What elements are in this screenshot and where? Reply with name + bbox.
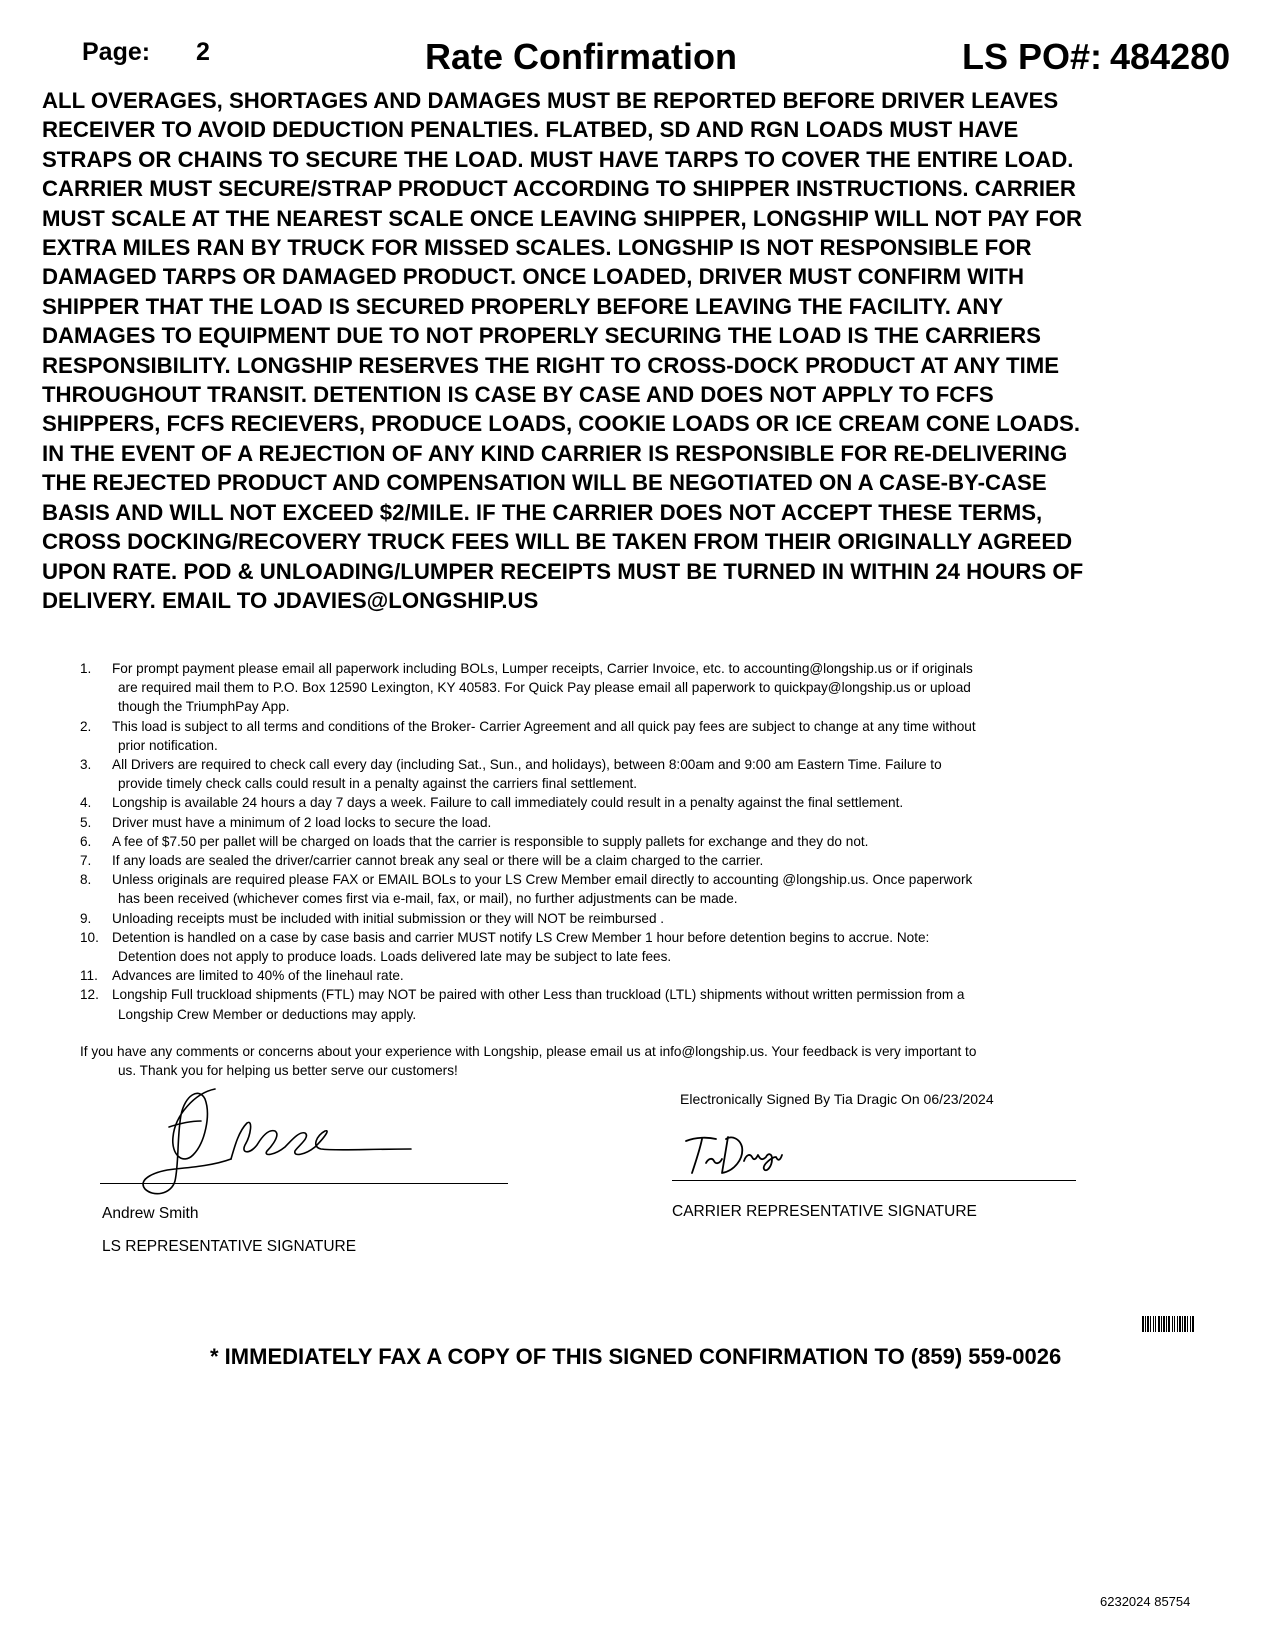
list-item-text: A fee of $7.50 per pallet will be charged on loads that the carrier is responsible to supply pallets for exchange and they do not. [112, 833, 869, 849]
list-item-text: Driver must have a minimum of 2 load locks to secure the load. [112, 814, 492, 830]
terms-line: DELIVERY. EMAIL TO JDAVIES@LONGSHIP.US [42, 587, 539, 613]
terms-line: IN THE EVENT OF A REJECTION OF ANY KIND CARRIER IS RESPONSIBLE FOR RE-DELIVERING [42, 440, 1068, 466]
footer-code: 6232024 85754 [1100, 1594, 1191, 1609]
feedback-note [80, 1042, 1090, 1080]
list-item-number: 8. [80, 872, 92, 888]
terms-line: RESPONSIBILITY. LONGSHIP RESERVES THE RIGHT TO CROSS-DOCK PRODUCT AT ANY TIME [42, 352, 1060, 378]
list-item [80, 870, 1080, 908]
list-item-number: 5. [80, 814, 92, 830]
list-item-text: This load is subject to all terms and conditions of the Broker- Carrier Agreement and all quick pay fees are subject to change at any time without [112, 718, 976, 734]
terms-line: ALL OVERAGES, SHORTAGES AND DAMAGES MUST BE REPORTED BEFORE DRIVER LEAVES [42, 88, 1059, 113]
document-title: Rate Confirmation [425, 36, 738, 77]
feedback-line: If you have any comments or concerns about your experience with Longship, please email us at info@longship.us. Your feedback is very important to [80, 1044, 977, 1059]
list-item-number: 4. [80, 795, 92, 811]
terms-line: CARRIER MUST SECURE/STRAP PRODUCT ACCORDING TO SHIPPER INSTRUCTIONS. CARRIER [42, 176, 1076, 202]
list-item-text: has been received (whichever comes first via e-mail, fax, or mail), no further adjustments can be made. [118, 891, 738, 907]
list-item-text: Detention is handled on a case by case basis and carrier MUST notify LS Crew Member 1 hour before detention begins to accrue. Note: [112, 929, 930, 945]
list-item [80, 851, 1080, 870]
list-item-number: 11. [80, 968, 98, 984]
list-item-text: are required mail them to P.O. Box 12590 Lexington, KY 40583. For Quick Pay please email all paperwork to quickpay@longship.us or upload [118, 680, 971, 696]
list-item-number: 12. [80, 987, 99, 1003]
page-number: 2 [196, 38, 210, 66]
po-number: 484280 [1110, 36, 1231, 77]
terms-list [80, 659, 1080, 1024]
list-item-text: Advances are limited to 40% of the linehaul rate. [112, 968, 404, 984]
list-item-text: Detention does not apply to produce loads. Loads delivered late may be subject to late fees. [118, 949, 672, 965]
feedback-line: us. Thank you for helping us better serve our customers! [118, 1063, 458, 1079]
terms-block [42, 86, 1162, 615]
list-item-text: Longship is available 24 hours a day 7 days a week. Failure to call immediately could result in a penalty against the final settlement. [112, 795, 904, 811]
list-item-text: For prompt payment please email all paperwork including BOLs, Lumper receipts, Carrier Invoice, etc. to accounting@longship.us or if originals [112, 661, 973, 676]
terms-line: DAMAGED TARPS OR DAMAGED PRODUCT. ONCE LOADED, DRIVER MUST CONFIRM WITH [42, 264, 1024, 290]
list-item-text: Longship Crew Member or deductions may apply. [118, 1006, 417, 1022]
esign-statement: Electronically Signed By Tia Dragic On 06/23/2024 [680, 1091, 994, 1107]
list-item [80, 813, 1080, 832]
list-item-number: 7. [80, 853, 92, 869]
ls-signature-label: LS REPRESENTATIVE SIGNATURE [102, 1238, 357, 1255]
page-label: Page: [82, 38, 151, 66]
terms-line: EXTRA MILES RAN BY TRUCK FOR MISSED SCALES. LONGSHIP IS NOT RESPONSIBLE FOR [42, 235, 1032, 261]
list-item-text: Longship Full truckload shipments (FTL) may NOT be paired with other Less than truckload (LTL) shipments without written permission from a [112, 987, 965, 1003]
fax-notice: * IMMEDIATELY FAX A COPY OF THIS SIGNED CONFIRMATION TO (859) 559-0026 [210, 1344, 1062, 1369]
list-item [80, 659, 1080, 717]
list-item [80, 985, 1080, 1023]
list-item-number: 1. [80, 661, 92, 676]
terms-line: BASIS AND WILL NOT EXCEED $2/MILE. IF THE CARRIER DOES NOT ACCEPT THESE TERMS, [42, 499, 1043, 525]
ls-representative-name: Andrew Smith [102, 1205, 199, 1222]
list-item-number: 6. [80, 833, 92, 849]
ls-signature-line [100, 1183, 508, 1184]
terms-line: SHIPPER THAT THE LOAD IS SECURED PROPERLY BEFORE LEAVING THE FACILITY. ANY [42, 293, 1004, 319]
terms-line: STRAPS OR CHAINS TO SECURE THE LOAD. MUST HAVE TARPS TO COVER THE ENTIRE LOAD. [42, 146, 1074, 172]
carrier-signature-graphic [682, 1133, 792, 1179]
list-item-text: Unless originals are required please FAX or EMAIL BOLs to your LS Crew Member email directly to accounting @longship.us. Once paperwork [112, 872, 973, 888]
carrier-signature-line [672, 1180, 1076, 1181]
list-item-text: If any loads are sealed the driver/carrier cannot break any seal or there will be a claim charged to the carrier. [112, 853, 764, 869]
list-item [80, 909, 1080, 928]
list-item [80, 928, 1080, 966]
terms-line: RECEIVER TO AVOID DEDUCTION PENALTIES. FLATBED, SD AND RGN LOADS MUST HAVE [42, 117, 1019, 143]
list-item-text: Unloading receipts must be included with initial submission or they will NOT be reimbursed . [112, 910, 665, 926]
list-item-number: 3. [80, 757, 92, 773]
list-item-number: 10. [80, 929, 99, 945]
terms-line: THROUGHOUT TRANSIT. DETENTION IS CASE BY CASE AND DOES NOT APPLY TO FCFS [42, 382, 994, 408]
list-item-text: though the TriumphPay App. [118, 699, 290, 715]
terms-line: SHIPPERS, FCFS RECIEVERS, PRODUCE LOADS, COOKIE LOADS OR ICE CREAM CONE LOADS. [42, 411, 1080, 437]
terms-line: UPON RATE. POD & UNLOADING/LUMPER RECEIPTS MUST BE TURNED IN WITHIN 24 HOURS OF [42, 558, 1084, 584]
list-item-number: 9. [80, 910, 92, 926]
list-item [80, 832, 1080, 851]
barcode-graphic [1142, 1316, 1220, 1332]
terms-line: CROSS DOCKING/RECOVERY TRUCK FEES WILL BE TAKEN FROM THEIR ORIGINALLY AGREED [42, 529, 1073, 555]
list-item [80, 755, 1080, 793]
list-item-text: All Drivers are required to check call every day (including Sat., Sun., and holidays), between 8:00am and 9:00 am Eastern Time. Failure to [112, 757, 942, 773]
carrier-signature-label: CARRIER REPRESENTATIVE SIGNATURE [672, 1203, 977, 1220]
list-item-text: prior notification. [118, 737, 218, 753]
list-item-text: provide timely check calls could result in a penalty against the carriers final settlement. [118, 776, 638, 792]
list-item [80, 966, 1080, 985]
list-item [80, 793, 1080, 812]
terms-line: DAMAGES TO EQUIPMENT DUE TO NOT PROPERLY SECURING THE LOAD IS THE CARRIERS [42, 323, 1041, 349]
terms-line: THE REJECTED PRODUCT AND COMPENSATION WILL BE NEGOTIATED ON A CASE-BY-CASE [42, 470, 1047, 496]
po-label: LS PO#: [962, 36, 1103, 77]
list-item-number: 2. [80, 718, 92, 734]
terms-line: MUST SCALE AT THE NEAREST SCALE ONCE LEAVING SHIPPER, LONGSHIP WILL NOT PAY FOR [42, 205, 1083, 231]
list-item [80, 717, 1080, 755]
